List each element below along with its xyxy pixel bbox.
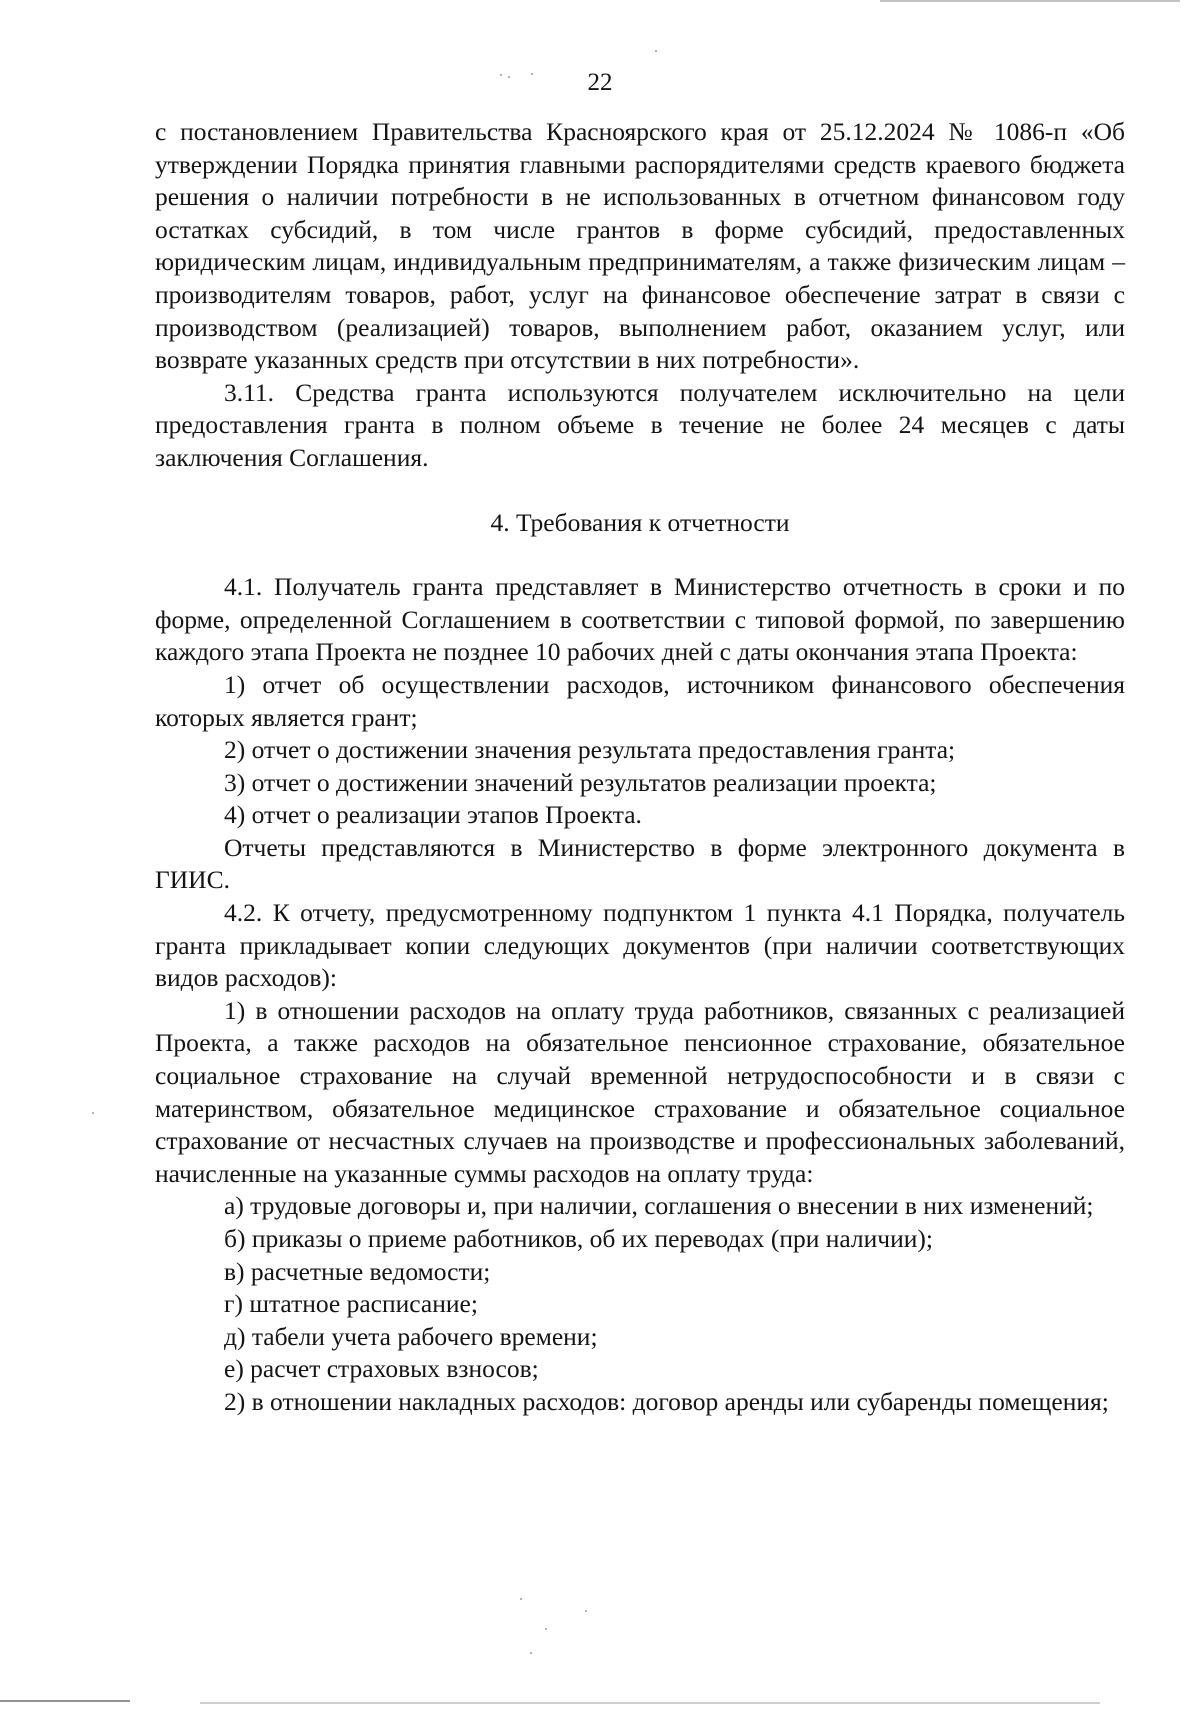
paragraph-3-11: 3.11. Средства гранта используются получателем исключительно на цели предоставления гранта в полном объеме в течение не более 24 месяцев с даты заключения Соглашения. — [155, 377, 1125, 472]
sub-item-v: в) расчетные ведомости; — [224, 1256, 491, 1286]
sub-item-a: а) трудовые договоры и, при наличии, соглашения о внесении в них изменений; — [224, 1191, 1094, 1221]
page-number: 22 — [587, 69, 613, 96]
scan-speck — [655, 50, 657, 52]
document-body — [155, 116, 1125, 1419]
scan-speck — [92, 1112, 94, 1114]
section-heading-4: 4. Требования к отчетности — [490, 507, 790, 537]
list-item-4-1-2: 2) отчет о достижении значения результата предоставления гранта; — [224, 735, 956, 765]
scan-edge-bottom — [200, 1702, 1100, 1704]
sub-item-g: г) штатное расписание; — [224, 1289, 478, 1319]
scan-edge-top — [880, 0, 1180, 2]
sub-item-b: б) приказы о приеме работников, об их переводах (при наличии); — [224, 1224, 933, 1253]
paragraph-4-1: 4.1. Получатель гранта представляет в Министерство отчетность в сроки и по форме, определенной Соглашением в соответствии с типовой формой, по завершению каждого этапа Проекта не позднее 10 рабочих дней с даты окончания этапа Проекта: — [155, 572, 1125, 667]
list-item-4-2-2: 2) в отношении накладных расходов: договор аренды или субаренды помещения; — [224, 1386, 1109, 1416]
sub-item-e: е) расчет страховых взносов; — [224, 1354, 539, 1384]
scan-speck — [520, 1598, 522, 1600]
scan-speck — [545, 1628, 547, 1630]
paragraph-resolution-reference: с постановлением Правительства Красноярского края от 25.12.2024 № 1086-п «Об утверждении Порядка принятия главными распорядителями средств краевого бюджета решения о наличии потребности в не использованных в отчетном финансовом году остатках субсидий, в том числе грантов в форме субсидий, предоставленных юридическим лицам, индивидуальным предпринимателям, а также физическим лицам – производителям товаров, работ, услуг на финансовое обеспечение затрат в связи с производством (реализацией) товаров, выполнением работ, оказанием услуг, или возврате указанных средств при отсутствии в них потребности». — [155, 117, 1125, 375]
scan-speck — [508, 76, 510, 78]
paragraph-4-2: 4.2. К отчету, предусмотренному подпунктом 1 пункта 4.1 Порядка, получатель гранта прикладывает копии следующих документов (при наличии соответствующих видов расходов): — [155, 898, 1125, 993]
scan-speck — [500, 74, 502, 76]
scan-speck — [585, 1610, 587, 1612]
sub-item-d: д) табели учета рабочего времени; — [224, 1321, 598, 1351]
list-item-4-1-4: 4) отчет о реализации этапов Проекта. — [224, 800, 642, 830]
list-item-4-2-1: 1) в отношении расходов на оплату труда работников, связанных с реализацией Проекта, а также расходов на обязательное пенсионное страхование, обязательное социальное страхование на случай временной нетрудоспособности и в связи с материнством, обязательное медицинское страхование и обязательное социальное страхование от несчастных случаев на производстве и профессиональных заболеваний, начисленные на указанные суммы расходов на оплату труда: — [155, 995, 1125, 1188]
scan-edge-bottom — [0, 1700, 130, 1702]
paragraph-reports-submission: Отчеты представляются в Министерство в форме электронного документа в ГИИС. — [155, 832, 1125, 895]
list-item-4-1-3: 3) отчет о достижении значений результатов реализации проекта; — [224, 767, 937, 797]
scan-speck — [531, 73, 533, 75]
scan-speck — [530, 1652, 532, 1654]
list-item-4-1-1: 1) отчет об осуществлении расходов, источником финансового обеспечения которых является грант; — [155, 669, 1125, 732]
